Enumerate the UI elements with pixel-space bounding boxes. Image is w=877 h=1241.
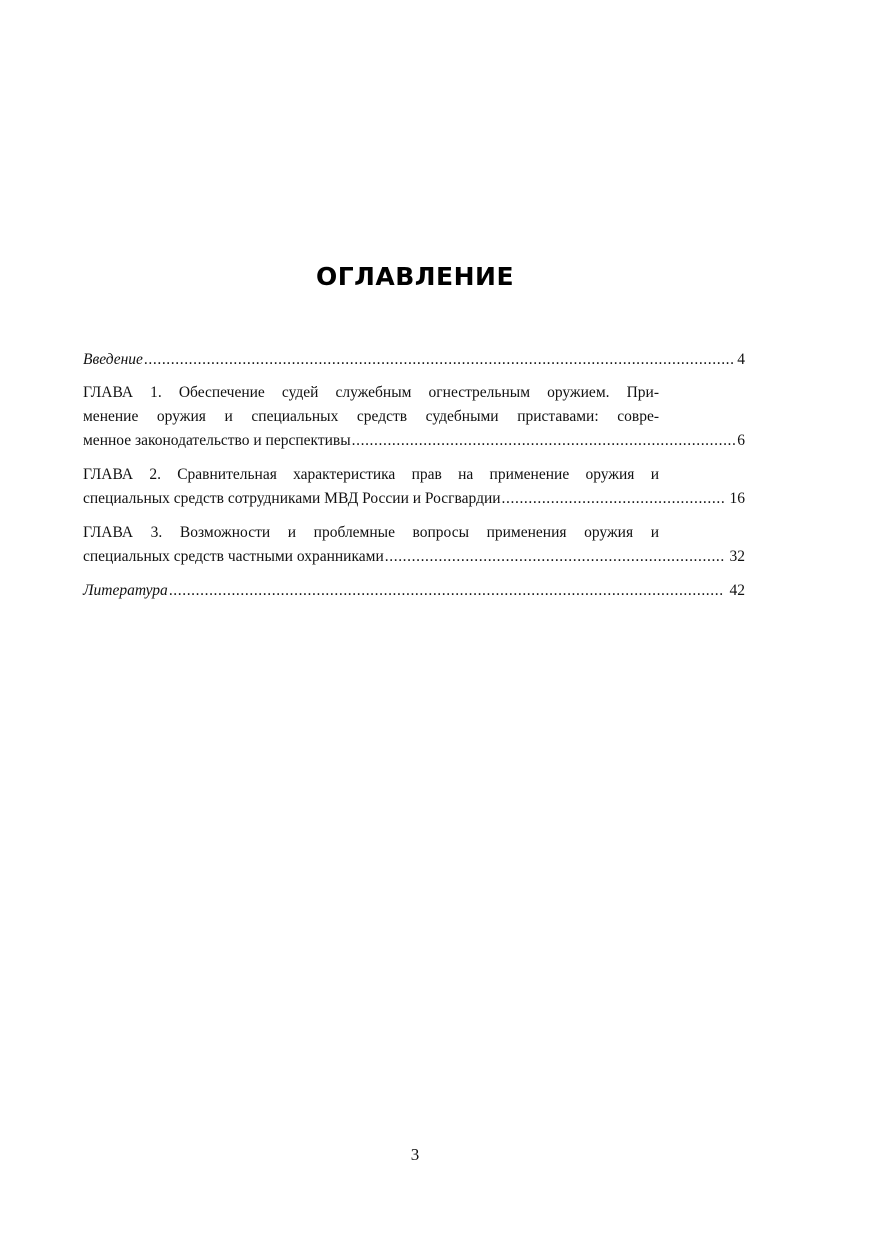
toc-entry-row [83, 348, 745, 372]
toc-entry-literature[interactable] [83, 579, 745, 603]
toc-entry-row [83, 545, 745, 569]
dot-leader [352, 429, 736, 453]
toc-entry-label: Введение [83, 351, 143, 368]
toc-page-number: 16 [729, 490, 745, 507]
toc-entry-line: ГЛАВА 1. Обеспечение судей служебным огнестрельным оружием. При- [83, 384, 659, 401]
page-number: 3 [410, 1145, 420, 1164]
toc-entry-row [83, 429, 745, 453]
toc-entry-row [83, 579, 745, 603]
toc-entry-label: специальных средств частными охранниками [83, 548, 384, 565]
toc-entry-row [83, 487, 745, 511]
toc-entry-line: ГЛАВА 2. Сравнительная характеристика прав на применение оружия и [83, 466, 659, 483]
toc-page-number: 6 [737, 432, 745, 449]
toc-entry-line: менение оружия и специальных средств судебными приставами: совре- [83, 408, 659, 425]
toc-entry-label: менное законодательство и перспективы [83, 432, 351, 449]
toc-heading: ОГЛАВЛЕНИЕ [315, 262, 515, 291]
toc-entry-label: специальных средств сотрудниками МВД России и Росгвардии [83, 490, 501, 507]
dot-leader [144, 348, 735, 372]
toc-entry-intro[interactable] [83, 348, 745, 372]
toc-entry-label: Литература [83, 582, 168, 599]
toc-entry-line: ГЛАВА 3. Возможности и проблемные вопросы применения оружия и [83, 524, 659, 541]
toc-page-number: 4 [737, 351, 745, 368]
dot-leader [169, 579, 724, 603]
dot-leader [385, 545, 724, 569]
toc-entry-chapter-1[interactable] [83, 381, 745, 453]
toc-entry-chapter-3[interactable] [83, 521, 745, 569]
dot-leader [502, 487, 724, 511]
toc-page-number: 32 [729, 548, 745, 565]
toc-page-number: 42 [729, 582, 745, 599]
table-of-contents [83, 348, 745, 613]
toc-entry-chapter-2[interactable] [83, 463, 745, 511]
